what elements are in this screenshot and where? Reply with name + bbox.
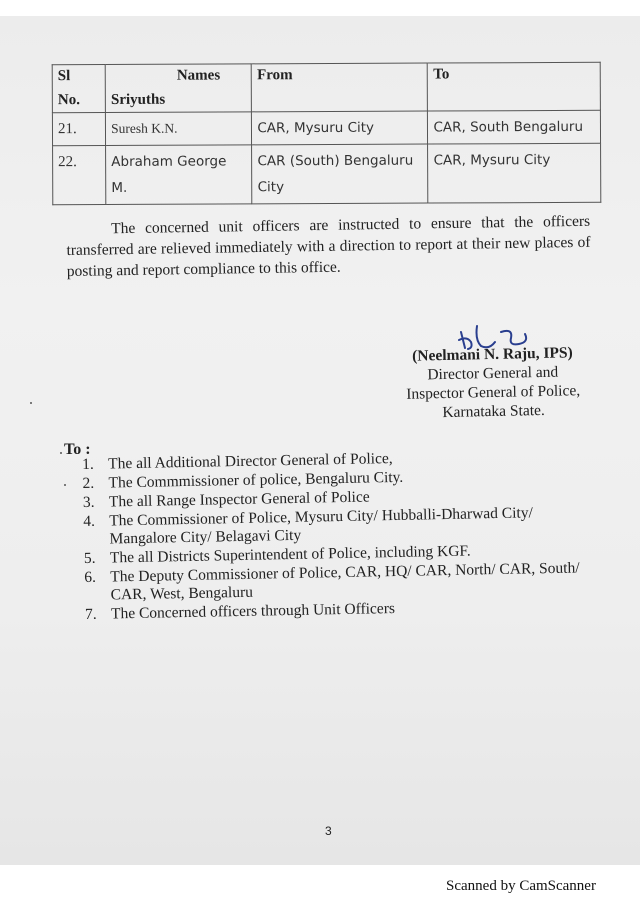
header-to: To <box>428 62 601 111</box>
list-item: 1. The all Additional Director General of Police, <box>82 450 393 473</box>
row-from-text: CAR, Mysuru City <box>257 119 375 137</box>
signatory-title-line3: Karnataka State. <box>442 401 545 422</box>
signatory-title-line2: Inspector General of Police, <box>406 382 581 403</box>
row-from-line1: CAR (South) Bengaluru <box>257 152 414 170</box>
list-item: 5. The all Districts Superintendent of Police, including KGF. <box>83 542 471 567</box>
scan-speck <box>60 452 62 454</box>
row-sl: 22. <box>53 145 106 204</box>
signature-block <box>397 343 589 423</box>
table-row <box>52 110 600 145</box>
row-to: CAR, Mysuru City <box>428 143 601 203</box>
row-from-line2: City <box>257 179 285 196</box>
header-names: Names Sriyuths <box>105 64 251 113</box>
scan-speck <box>30 402 32 404</box>
row-name <box>106 145 252 205</box>
signatory-name: (Neelmani N. Raju, IPS) <box>411 344 573 365</box>
row-sl: 21. <box>52 112 105 145</box>
header-from: From <box>252 63 428 112</box>
page-number: 3 <box>325 824 332 838</box>
row-from <box>252 144 428 204</box>
table-row <box>53 143 601 204</box>
row-name-text: Suresh K.N. <box>111 120 178 136</box>
list-item: 2. The Commmissioner of police, Bengaluru City. <box>82 468 404 492</box>
list-item: 7. The Concerned officers through Unit Officers <box>84 600 396 623</box>
row-from <box>252 111 428 145</box>
recipients-heading: To : <box>64 441 91 458</box>
row-name-line2: M. <box>111 179 128 196</box>
list-item: 3. The all Range Inspector General of Police <box>82 488 370 511</box>
row-name-line1: Abraham George <box>111 153 227 170</box>
table-header-row <box>52 62 600 112</box>
scan-speck <box>64 484 66 486</box>
row-to: CAR, South Bengaluru <box>428 110 601 144</box>
instruction-paragraph: The concerned unit officers are instructed to ensure that the officers transferred are relieved immediately with a direction to report at their new places of posting and report compliance to this office. <box>66 212 591 280</box>
scanner-watermark: Scanned by CamScanner <box>446 878 596 894</box>
header-sl-no: Sl No. <box>52 64 105 112</box>
list-item: 4. The Commissioner of Police, Mysuru City/ Hubballi-Dharwad City/ Mangalore City/ Belagavi City <box>83 504 533 548</box>
row-name <box>106 112 252 146</box>
list-item: 6. The Deputy Commissioner of Police, CAR, HQ/ CAR, North/ CAR, South/ CAR, West, Bengaluru <box>84 559 580 604</box>
transfer-table <box>52 62 602 205</box>
signatory-title-line1: Director General and <box>427 363 559 384</box>
recipients-list <box>82 446 605 625</box>
